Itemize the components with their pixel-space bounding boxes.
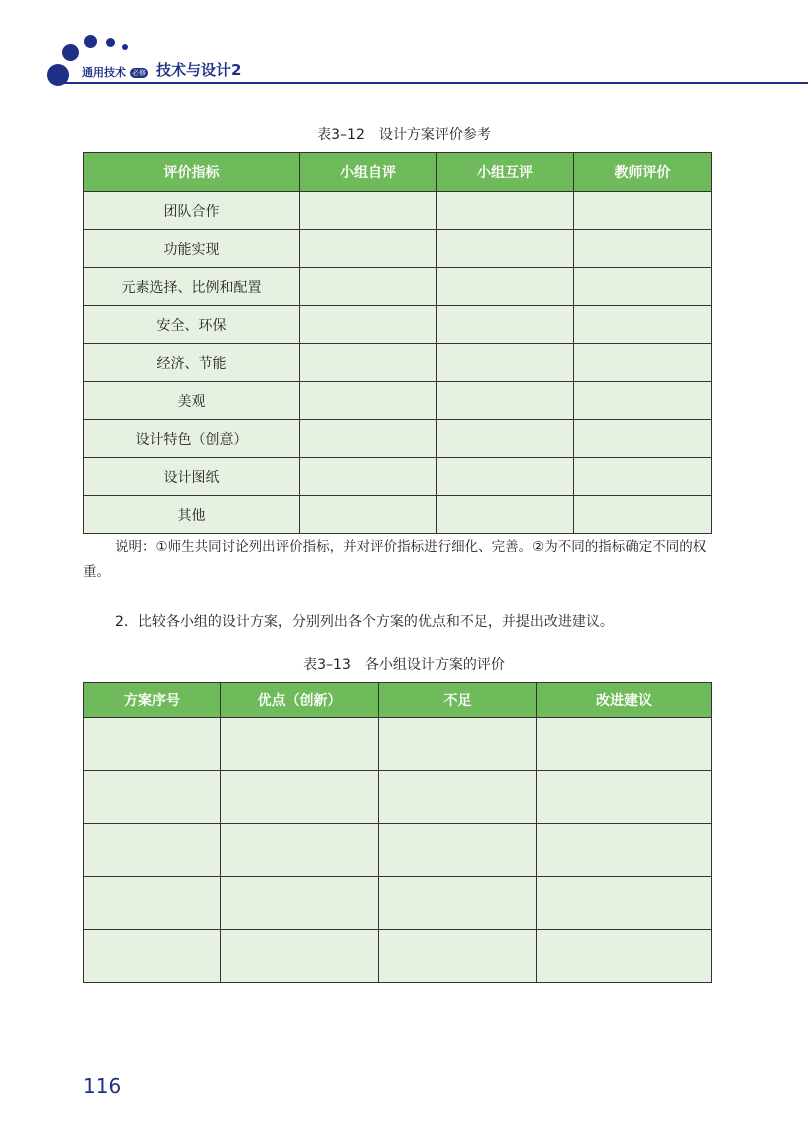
column-header: 优点（创新） — [221, 683, 379, 718]
scheme-number-cell[interactable] — [84, 824, 221, 877]
table1-note: 说明：①师生共同讨论列出评价指标，并对评价指标进行细化、完善。②为不同的指标确定不同的权重。 — [83, 539, 707, 580]
peer-eval-cell[interactable] — [437, 344, 574, 382]
strengths-cell[interactable] — [221, 930, 379, 983]
self-eval-cell[interactable] — [300, 268, 437, 306]
criterion-cell: 设计图纸 — [84, 458, 300, 496]
weaknesses-cell[interactable] — [379, 718, 537, 771]
teacher-eval-cell[interactable] — [574, 268, 712, 306]
header-dot-small — [122, 44, 128, 50]
peer-eval-cell[interactable] — [437, 306, 574, 344]
self-eval-cell[interactable] — [300, 458, 437, 496]
header-dot — [106, 38, 115, 47]
self-eval-cell[interactable] — [300, 344, 437, 382]
header-dot — [84, 35, 97, 48]
teacher-eval-cell[interactable] — [574, 382, 712, 420]
criterion-cell: 元素选择、比例和配置 — [84, 268, 300, 306]
column-header: 评价指标 — [84, 153, 300, 192]
page-header — [0, 0, 808, 90]
self-eval-cell[interactable] — [300, 496, 437, 534]
table-header-row — [84, 683, 712, 718]
criterion-cell: 设计特色（创意） — [84, 420, 300, 458]
page-number: 116 — [83, 1074, 122, 1098]
self-eval-cell[interactable] — [300, 192, 437, 230]
teacher-eval-cell[interactable] — [574, 420, 712, 458]
peer-eval-cell[interactable] — [437, 192, 574, 230]
criterion-cell: 经济、节能 — [84, 344, 300, 382]
table-row — [84, 496, 712, 534]
required-badge: 必修 — [132, 69, 146, 77]
table-row — [84, 930, 712, 983]
group-scheme-evaluation-table — [83, 682, 712, 983]
suggestions-cell[interactable] — [537, 824, 712, 877]
header-dot — [62, 44, 79, 61]
column-header: 方案序号 — [84, 683, 221, 718]
header-title — [82, 60, 241, 80]
weaknesses-cell[interactable] — [379, 771, 537, 824]
suggestions-cell[interactable] — [537, 877, 712, 930]
table-row — [84, 718, 712, 771]
criterion-cell: 其他 — [84, 496, 300, 534]
teacher-eval-cell[interactable] — [574, 306, 712, 344]
table-row — [84, 230, 712, 268]
table-row — [84, 268, 712, 306]
peer-eval-cell[interactable] — [437, 230, 574, 268]
suggestions-cell[interactable] — [537, 930, 712, 983]
suggestions-cell[interactable] — [537, 771, 712, 824]
table-row — [84, 344, 712, 382]
table2-caption: 表3–13 各小组设计方案的评价 — [303, 657, 505, 673]
column-header: 不足 — [379, 683, 537, 718]
strengths-cell[interactable] — [221, 771, 379, 824]
table-row — [84, 420, 712, 458]
criterion-cell: 团队合作 — [84, 192, 300, 230]
self-eval-cell[interactable] — [300, 230, 437, 268]
peer-eval-cell[interactable] — [437, 382, 574, 420]
column-header: 教师评价 — [574, 153, 712, 192]
column-header: 小组自评 — [300, 153, 437, 192]
criterion-cell: 美观 — [84, 382, 300, 420]
teacher-eval-cell[interactable] — [574, 230, 712, 268]
teacher-eval-cell[interactable] — [574, 496, 712, 534]
criterion-cell: 功能实现 — [84, 230, 300, 268]
instruction-paragraph: 2．比较各小组的设计方案，分别列出各个方案的优点和不足，并提出改进建议。 — [115, 614, 614, 630]
strengths-cell[interactable] — [221, 877, 379, 930]
table-row — [84, 306, 712, 344]
book-title: 技术与设计2 — [156, 61, 242, 79]
column-header: 改进建议 — [537, 683, 712, 718]
scheme-number-cell[interactable] — [84, 718, 221, 771]
teacher-eval-cell[interactable] — [574, 344, 712, 382]
scheme-number-cell[interactable] — [84, 877, 221, 930]
self-eval-cell[interactable] — [300, 306, 437, 344]
table-header-row — [84, 153, 712, 192]
weaknesses-cell[interactable] — [379, 930, 537, 983]
table-row — [84, 382, 712, 420]
teacher-eval-cell[interactable] — [574, 458, 712, 496]
strengths-cell[interactable] — [221, 718, 379, 771]
column-header: 小组互评 — [437, 153, 574, 192]
peer-eval-cell[interactable] — [437, 268, 574, 306]
self-eval-cell[interactable] — [300, 382, 437, 420]
teacher-eval-cell[interactable] — [574, 192, 712, 230]
weaknesses-cell[interactable] — [379, 877, 537, 930]
table-row — [84, 824, 712, 877]
table-row — [84, 877, 712, 930]
scheme-number-cell[interactable] — [84, 930, 221, 983]
table-row — [84, 771, 712, 824]
table-row — [84, 192, 712, 230]
header-rule — [60, 82, 808, 84]
table-row — [84, 458, 712, 496]
criterion-cell: 安全、环保 — [84, 306, 300, 344]
weaknesses-cell[interactable] — [379, 824, 537, 877]
suggestions-cell[interactable] — [537, 718, 712, 771]
self-eval-cell[interactable] — [300, 420, 437, 458]
scheme-number-cell[interactable] — [84, 771, 221, 824]
series-name: 通用技术 — [82, 66, 126, 79]
peer-eval-cell[interactable] — [437, 496, 574, 534]
strengths-cell[interactable] — [221, 824, 379, 877]
peer-eval-cell[interactable] — [437, 420, 574, 458]
peer-eval-cell[interactable] — [437, 458, 574, 496]
table1-caption: 表3–12 设计方案评价参考 — [317, 127, 491, 143]
evaluation-reference-table — [83, 152, 712, 534]
